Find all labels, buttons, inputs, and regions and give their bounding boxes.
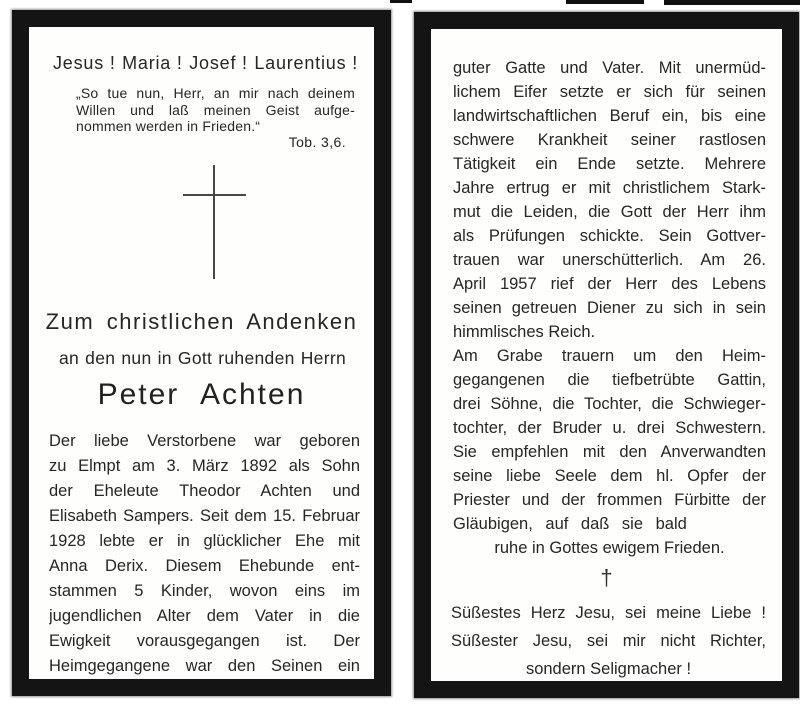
cross-vertical-stroke [213, 165, 215, 279]
biography-line: Ewigkeit vorausgegangen ist. Der [49, 632, 360, 650]
memorial-card-left-page [12, 10, 391, 696]
closing-prayer-line: Süßester Jesu, sei mir nicht Richter, [451, 632, 766, 650]
scan-artifact [390, 0, 412, 3]
biography-line: landwirtschaftlichen Beruf ein, bis eine [453, 107, 766, 125]
memorial-heading: Zum christlichen Andenken [45, 309, 358, 334]
mourning-text [453, 344, 766, 560]
biography-line: seinen getreuen Diener zu sich in sein [453, 299, 766, 317]
closing-prayer-line: Süßestes Herz Jesu, sei meine Liebe ! [451, 604, 766, 622]
biography-line: trauen war unerschütterlich. Am 26. [453, 251, 766, 269]
mourning-line: Gläubigen, auf daß sie bald [453, 515, 687, 533]
scripture-quote-line: „So tue nun, Herr, an mir nach deinem [76, 85, 355, 101]
invocation-word: Maria ! [122, 53, 183, 73]
cross-icon [29, 165, 374, 279]
scan-artifact [664, 0, 800, 5]
memorial-card-right-page [414, 12, 799, 698]
cross-symbol: † [600, 565, 613, 590]
mourning-line: Sie empfehlen mit den Anverwandten [453, 443, 766, 461]
mourning-line: gegangenen die tiefbetrübte Gattin, [453, 371, 766, 389]
biography-line: Anna Derix. Diesem Ehebunde ent- [49, 557, 360, 575]
mourning-line: Priester und der frommen Fürbitte der [453, 491, 766, 509]
cross-horizontal-stroke [183, 194, 246, 196]
saints-invocation [53, 53, 358, 74]
biography-line: Heimgegangene war den Seinen ein [49, 657, 360, 675]
biography-line: zu Elmpt am 3. März 1892 als Sohn [49, 457, 360, 475]
biography-line: guter Gatte und Vater. Mit unermüd- [453, 59, 766, 77]
biography-line: stammen 5 Kinder, wovon eins im [49, 582, 360, 600]
scripture-quote [76, 85, 355, 135]
biography-line: Der liebe Verstorbene war geboren [49, 432, 360, 450]
mourning-line: Am Grabe trauern um den Heim- [453, 347, 766, 365]
mourning-line: seine liebe Seele dem hl. Opfer der [453, 467, 766, 485]
biography-line: April 1957 rief der Herr des Lebens [453, 275, 766, 293]
biography-line: himmlisches Reich. [453, 323, 596, 341]
deceased-name: Peter Achten [97, 378, 306, 411]
biography-line: Tätigkeit ein Ende setzte. Mehrere [453, 155, 766, 173]
biography-line: lichem Eifer setzte er sich für seinen [453, 83, 766, 101]
biography-line: mut die Leiden, die Gott der Herr ihm [453, 203, 766, 221]
biography-line: schwere Krankheit seiner rastlosen [453, 131, 766, 149]
scripture-quote-line: nommen werden in Frieden.“ [76, 118, 261, 134]
biography-line: 1928 lebte er in glücklicher Ehe mit [49, 532, 360, 550]
closing-prayer-line: sondern Seligmacher ! [525, 660, 692, 678]
scripture-quote-line: Willen und laß meinen Geist aufge- [76, 101, 355, 118]
biography-text-left [49, 429, 360, 679]
biography-line: jugendlichen Alter dem Vater in die [49, 607, 360, 625]
invocation-word: Laurentius ! [254, 53, 358, 73]
biography-line: Jahre ertrug er mit christlichem Stark- [453, 179, 766, 197]
memorial-subheading: an den nun in Gott ruhenden Herrn [59, 348, 346, 368]
mourning-line: tochter, der Bruder u. drei Schwestern. [453, 419, 766, 437]
closing-prayer [451, 599, 766, 683]
scan-artifact [566, 0, 644, 4]
invocation-word: Josef ! [189, 53, 248, 73]
biography-line: als Prüfungen schickte. Sein Gottver- [453, 227, 766, 245]
biography-line: der Eheleute Theodor Achten und [49, 482, 360, 500]
biography-line: Elisabeth Sampers. Seit dem 15. Februar [49, 507, 360, 525]
scripture-reference: Tob. 3,6. [288, 134, 346, 150]
mourning-line: ruhe in Gottes ewigem Frieden. [494, 539, 725, 557]
biography-text-right [453, 56, 766, 344]
invocation-word: Jesus ! [53, 53, 116, 73]
mourning-line: drei Söhne, die Tochter, die Schwieger- [453, 395, 766, 413]
